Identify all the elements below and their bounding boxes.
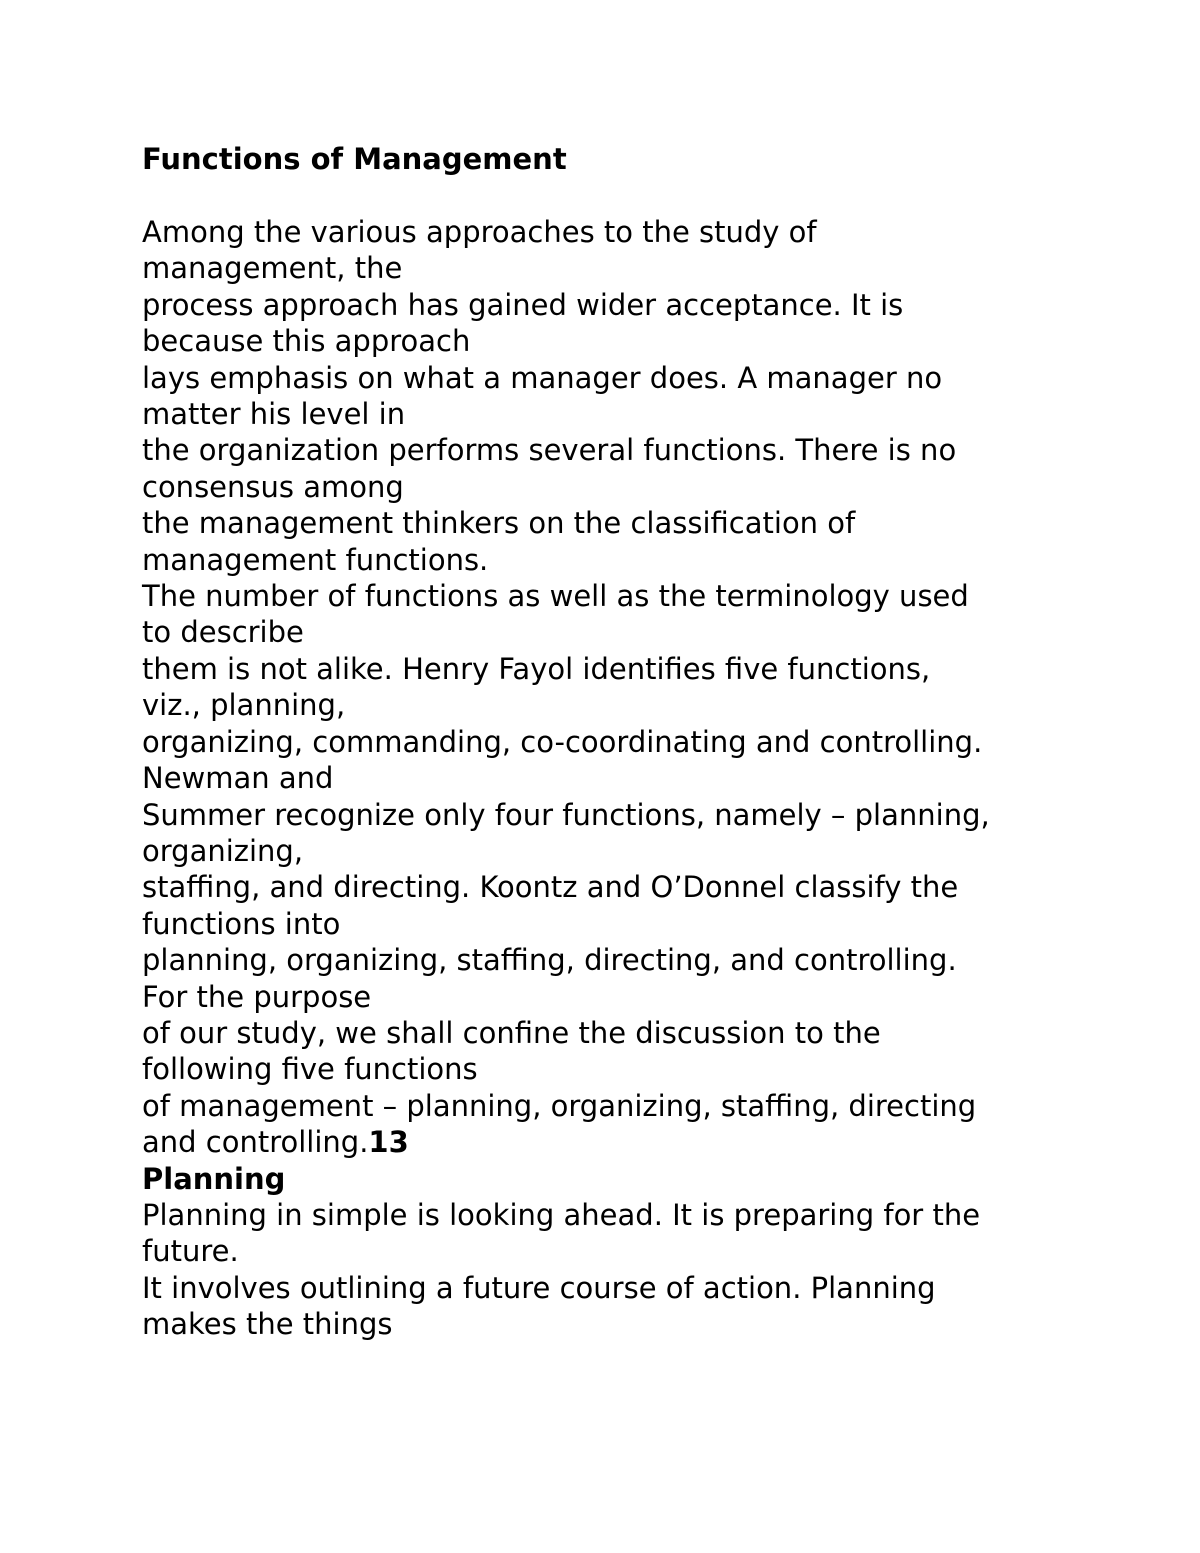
intro-line: because this approach — [142, 324, 471, 359]
planning-line: It involves outlining a future course of action. Planning — [142, 1270, 936, 1305]
intro-line: staffing, and directing. Koontz and O’Donnel classify the — [142, 870, 959, 905]
intro-line: the management thinkers on the classification of — [142, 506, 856, 541]
page-number-marker: 13 — [368, 1125, 409, 1160]
intro-line: them is not alike. Henry Fayol identifies five functions, — [142, 651, 931, 686]
intro-line: process approach has gained wider acceptance. It is — [142, 287, 904, 322]
intro-line: viz., planning, — [142, 688, 346, 723]
planning-line: future. — [142, 1234, 239, 1269]
planning-line: makes the things — [142, 1307, 393, 1342]
intro-line: of management – planning, organizing, staffing, directing — [142, 1088, 977, 1123]
intro-line: organizing, commanding, co-coordinating and controlling. — [142, 724, 983, 759]
intro-line: following five functions — [142, 1052, 478, 1087]
document-content — [142, 141, 1102, 1343]
intro-line: planning, organizing, staffing, directing, and controlling. — [142, 943, 957, 978]
intro-line: management functions. — [142, 542, 489, 577]
planning-heading: Planning — [142, 1161, 286, 1196]
intro-line: of our study, we shall confine the discussion to the — [142, 1015, 881, 1050]
title-spacer — [142, 178, 1102, 214]
intro-line: organizing, — [142, 833, 304, 868]
document-title: Functions of Management — [142, 142, 567, 176]
intro-line: lays emphasis on what a manager does. A manager no — [142, 360, 943, 395]
intro-line: Summer recognize only four functions, namely – planning, — [142, 797, 990, 832]
intro-line: functions into — [142, 906, 341, 941]
intro-line: consensus among — [142, 469, 404, 504]
intro-final-line — [142, 1124, 1102, 1160]
intro-line: management, the — [142, 251, 403, 286]
intro-line: the organization performs several functions. There is no — [142, 433, 957, 468]
intro-line: matter his level in — [142, 397, 406, 432]
intro-line: to describe — [142, 615, 304, 650]
intro-line: For the purpose — [142, 979, 372, 1014]
intro-line: The number of functions as well as the terminology used — [142, 579, 969, 614]
intro-line: Among the various approaches to the study of — [142, 215, 817, 249]
intro-line: Newman and — [142, 761, 334, 796]
planning-line: Planning in simple is looking ahead. It is preparing for the — [142, 1197, 981, 1232]
intro-final-text: and controlling. — [142, 1125, 369, 1160]
